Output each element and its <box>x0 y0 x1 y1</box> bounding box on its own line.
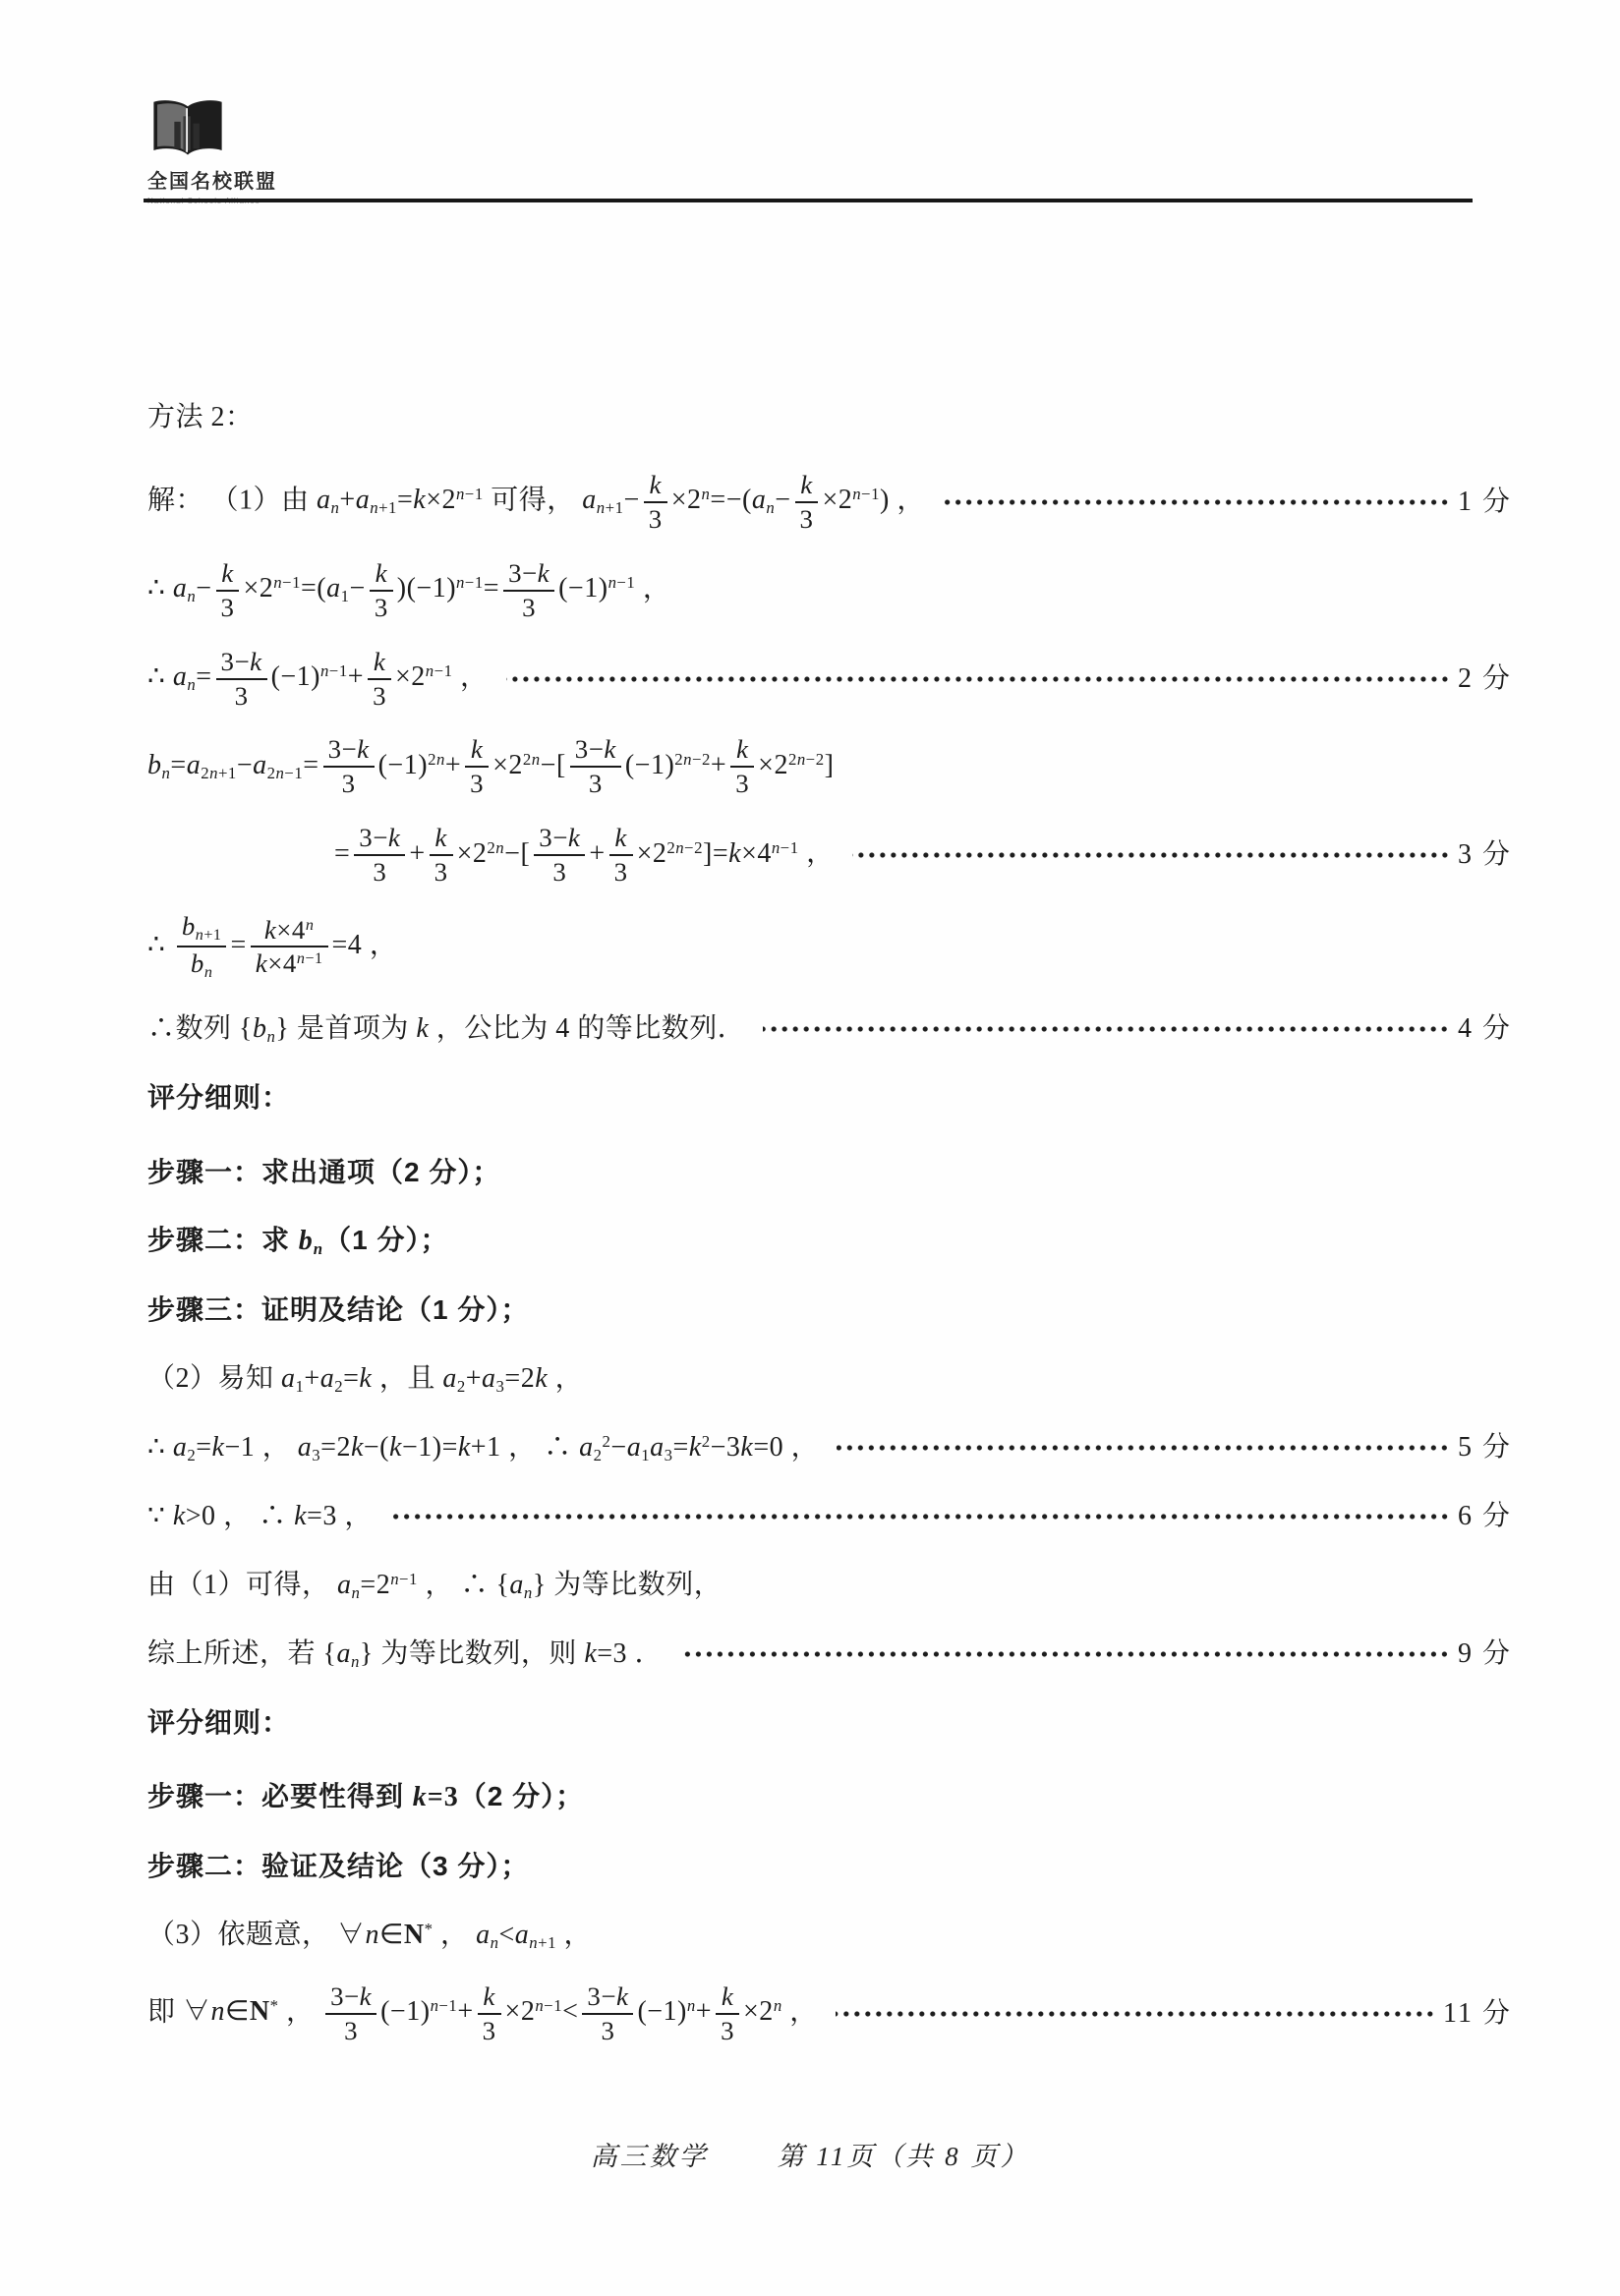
solution-line <box>147 1700 1512 1746</box>
line-text: 方法 2： <box>147 402 254 432</box>
score-marker: 5 分 <box>1457 1431 1512 1463</box>
solution-line <box>147 1844 1512 1889</box>
open-book-logo-icon <box>147 98 228 161</box>
line-text: 综上所述，若 $\{a_n\}$ 为等比数列，则 k=3 ． <box>147 1637 664 1671</box>
solution-line <box>147 1075 1512 1120</box>
line-text: $b_n=a_{2n+1}-a_{2n-1}=$ $\frac{3-k}{3}$ $(-1)^{2n}+$ $\frac{k}{3}$ $\times 2^{2n}-$[ $\frac{3-k}{3}$ $(-1)^{2n-2}+$ $\frac{k}{3}$ $\times 2^{2n-2}$] <box>147 734 835 799</box>
solution-line <box>147 1775 1512 1820</box>
page-footer <box>0 2135 1620 2173</box>
line-text: 步骤二：验证及结论（3 分）； <box>147 1850 530 1881</box>
solution-line <box>147 558 1512 623</box>
solution-line <box>147 1913 1512 1958</box>
score-marker: 11 分 <box>1443 1997 1512 2029</box>
line-text: ∴ $\frac{b_{n+1}}{b_n}$ = $\frac{k\times 4^n}{k\times 4^{n-1}}$ =4 ， <box>147 911 398 982</box>
line-text: 即 ∀n∈N* ， $\frac{3-k}{3}$ $(-1)^{n-1}+$ $\frac{k}{3}$ $\times 2^{n-1}<$ $\frac{3-k}{3}$ $(-1)^n+$ $\frac{k}{3}$ $\times 2^n$ ， <box>147 1980 818 2045</box>
footer-page-number: 第 11页（共 8 页） <box>777 2142 1030 2171</box>
solution-line <box>147 1219 1512 1264</box>
solution-line <box>147 1356 1512 1402</box>
solution-line <box>147 734 1512 799</box>
score-marker: 1 分 <box>1457 486 1512 517</box>
solution-line <box>147 1494 1512 1539</box>
solution-line <box>334 823 1512 888</box>
line-text: 步骤二：求 $b_n(1$ 分）； <box>147 1225 449 1259</box>
dotted-leader <box>680 1648 1450 1660</box>
solution-line <box>147 1981 1512 2046</box>
line-text: ∴ $a_n=$ $\frac{3-k}{3}$ $(-1)^{n-1}+$ $\frac{k}{3}$ $\times 2^{n-1}$ ， <box>147 646 489 711</box>
line-text: （2）易知 $a_1+a_2=k$ ，且 $a_2+a_3=2k$ ， <box>147 1362 584 1396</box>
line-text: = $\frac{3-k}{3}$ + $\frac{k}{3}$ $\times 2^{2n}-$[ $\frac{3-k}{3}$ + $\frac{k}{3}$ $\times 2^{2n-2}]=k\times 4^{n-1}$ ， <box>334 823 835 888</box>
solution-line <box>147 1632 1512 1677</box>
dotted-leader <box>506 673 1450 685</box>
line-text: 步骤一：必要性得到 k=3（2 分）； <box>147 1781 585 1813</box>
score-marker: 2 分 <box>1457 662 1512 694</box>
solution-line <box>147 1425 1512 1470</box>
score-marker: 3 分 <box>1457 839 1512 871</box>
dotted-leader <box>390 1511 1450 1522</box>
score-marker: 6 分 <box>1457 1500 1512 1531</box>
solution-line <box>147 1006 1512 1052</box>
solution-line <box>147 647 1512 712</box>
header-divider <box>144 199 1473 202</box>
solution-line <box>147 1150 1512 1195</box>
line-text: ∴ $a_2=k-1$ ， $a_3=2k-(k-1)=k+1$ ， ∴ $a_2^2-a_1a_3=k^2-3k=0$ ， <box>147 1431 820 1464</box>
line-text: ∴ $a_n-$ $\frac{k}{3}$ $\times 2^{n-1}=(a_1-$ $\frac{k}{3}$ )$(-1)^{n-1}=$ $\frac{3-k}{3}$ $(-1)^{n-1}$ ， <box>147 557 671 622</box>
dotted-leader <box>943 496 1450 508</box>
dotted-leader <box>852 849 1450 861</box>
solution-line <box>147 911 1512 983</box>
line-text: 步骤一：求出通项（2 分）； <box>147 1156 501 1187</box>
dotted-leader <box>763 1023 1450 1035</box>
dotted-leader <box>837 1442 1450 1454</box>
line-text: （3）依题意， ∀n∈N* ， $a_n<a_{n+1}$ ， <box>147 1919 593 1952</box>
line-text: ∴数列 $\{b_n\}$ 是首项为 k ，公比为 4 的等比数列． <box>147 1012 746 1046</box>
line-text: 由（1）可得， $a_n=2^{n-1}$ ， ∴ $\{a_n\}$ 为等比数列， <box>147 1569 723 1602</box>
line-text: 评分细则： <box>147 1081 291 1113</box>
line-text: 评分细则： <box>147 1706 291 1738</box>
dotted-leader <box>836 2008 1435 2020</box>
line-text: 步骤三：证明及结论（1 分）； <box>147 1293 530 1325</box>
header <box>147 98 277 205</box>
solution-line <box>147 470 1512 535</box>
solution-body <box>147 395 1512 2070</box>
solution-line <box>147 1288 1512 1333</box>
logo-org-name: 全国名校联盟 <box>147 171 277 193</box>
solution-line <box>147 1563 1512 1608</box>
score-marker: 9 分 <box>1457 1637 1512 1669</box>
line-text: 解： （1）由 $a_n+a_{n+1}=k\times 2^{n-1}$ 可得， $a_{n+1}-$ $\frac{k}{3}$ $\times 2^n=-(a_n-$ $\frac{k}{3}$ $\times 2^{n-1}$) ， <box>147 470 925 534</box>
score-marker: 4 分 <box>1457 1012 1512 1044</box>
footer-course-label: 高三数学 <box>590 2142 709 2171</box>
solution-line <box>147 395 1512 440</box>
line-text: ∵ k>0 ， ∴ k=3 ， <box>147 1500 373 1531</box>
